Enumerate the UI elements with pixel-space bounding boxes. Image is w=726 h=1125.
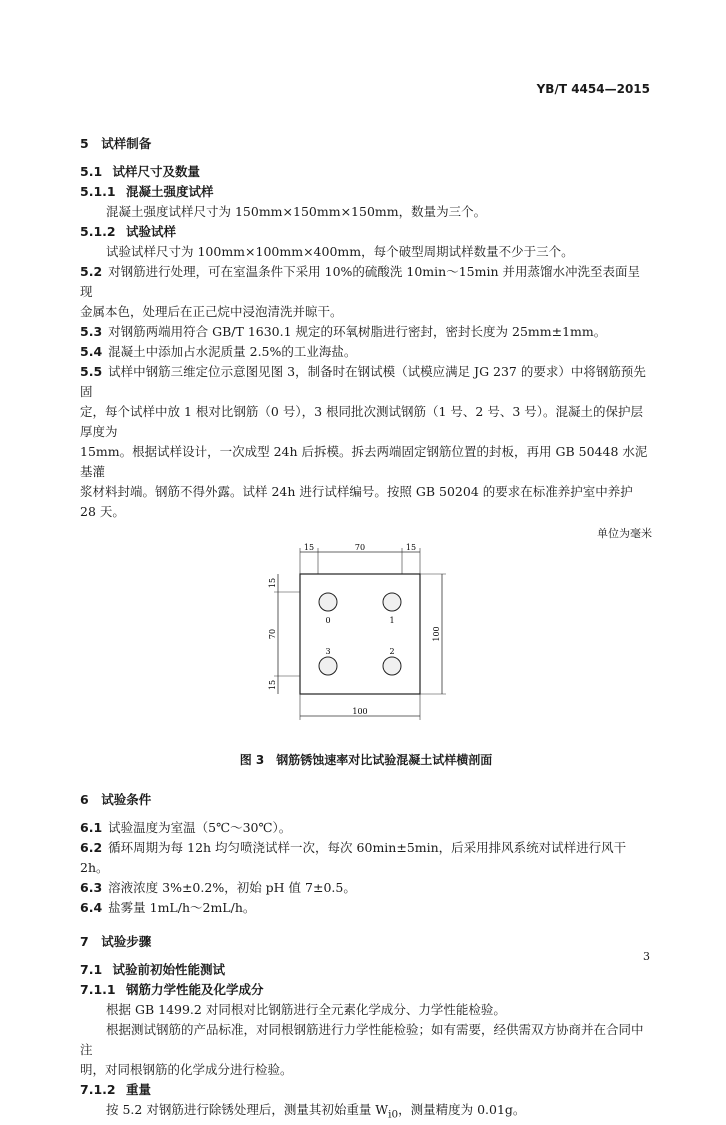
section-7-heading: 7 试验步骤 bbox=[80, 934, 152, 949]
clause-5-1-1: 5.1.1 混凝土强度试样 bbox=[80, 184, 214, 199]
clause-7-1: 7.1 试验前初始性能测试 bbox=[80, 962, 226, 977]
dim-label: 15 bbox=[268, 577, 277, 589]
dim-label: 70 bbox=[354, 543, 366, 552]
clause-7-1-1-p2: 根据测试钢筋的产品标准，对同根钢筋进行力学性能检验；如有需要，经供需双方协商并在合同中注 bbox=[80, 1022, 644, 1057]
page-body bbox=[80, 120, 652, 1125]
clause-7-1-1-p2-cont: 明，对同根钢筋的化学成分进行检验。 bbox=[80, 1062, 293, 1077]
steel-bar-0 bbox=[319, 593, 337, 611]
bar-label: 2 bbox=[389, 647, 395, 656]
section-5-heading bbox=[80, 134, 652, 154]
bar-label: 1 bbox=[389, 616, 395, 625]
section-title: 试样制备 bbox=[101, 136, 152, 151]
steel-bar-2 bbox=[383, 657, 401, 675]
figure-3 bbox=[80, 544, 652, 744]
steel-bar-1 bbox=[383, 593, 401, 611]
concrete-section bbox=[300, 574, 420, 694]
clause-6-2: 6.2 循环周期为每 12h 均匀喷浇试样一次，每次 60min±5min，后采用排风系统对试样进行风干 2h。 bbox=[80, 840, 627, 875]
clause-5-5: 5.5 试样中钢筋三维定位示意图见图 3，制备时在钢试模（试模应满足 JG 237 的要求）中将钢筋预先固 定，每个试样中放 1 根对比钢筋（0 号），3 根同批次测试钢筋（1 号、2 号、3 号）。混凝土的保护层厚度为 15mm。根据试样设计，一次成型 24h 后拆模。拆去两端固定钢筋位置的封板，再用 GB 50448 水泥基灌 浆材料封端。钢筋不得外露。试样 24h 进行试样编号。按照 GB 50204 的要求在标准养护室中养护 28 天。 bbox=[80, 364, 648, 519]
section-6-heading: 6 试验条件 bbox=[80, 792, 152, 807]
figure-caption: 图 3 钢筋锈蚀速率对比试验混凝土试样横剖面 bbox=[239, 753, 493, 767]
clause-7-1-2: 7.1.2 重量 bbox=[80, 1082, 151, 1097]
figure-unit: 单位为毫米 bbox=[597, 527, 652, 540]
clause-5-1: 5.1 试样尺寸及数量 bbox=[80, 164, 201, 179]
clause-5-1-2: 5.1.2 试验试样 bbox=[80, 224, 176, 239]
dim-label: 100 bbox=[432, 626, 441, 642]
clause-7-1-2-text: 按 5.2 对钢筋进行除锈处理后，测量其初始重量 $W_{i0}$，测量精度为 0.01g。 bbox=[106, 1102, 526, 1121]
bar-label: 3 bbox=[325, 647, 331, 656]
dim-label: 15 bbox=[303, 543, 315, 552]
dim-label: 15 bbox=[405, 543, 417, 552]
dim-label: 100 bbox=[352, 707, 368, 716]
clause-6-3: 6.3 溶液浓度 3%±0.2%，初始 pH 值 7±0.5。 bbox=[80, 880, 356, 895]
cross-section-drawing bbox=[270, 544, 470, 744]
clause-5-1-1-text: 混凝土强度试样尺寸为 150mm×150mm×150mm，数量为三个。 bbox=[106, 204, 487, 219]
clause-5-4: 5.4 混凝土中添加占水泥质量 2.5%的工业海盐。 bbox=[80, 344, 357, 359]
dim-label: 15 bbox=[268, 679, 277, 691]
section-number: 5 bbox=[80, 136, 89, 151]
clause-5-2: 5.2 对钢筋进行处理，可在室温条件下采用 10%的硫酸洗 10min～15min 并用蒸馏水冲洗至表面呈现 金属本色，处理后在正己烷中浸泡清洗并晾干。 bbox=[80, 264, 640, 319]
clause-7-1-1-p1: 根据 GB 1499.2 对同根对比钢筋进行全元素化学成分、力学性能检验。 bbox=[106, 1002, 506, 1017]
clause-6-1: 6.1 试验温度为室温（5℃～30℃）。 bbox=[80, 820, 292, 835]
standard-id: YB/T 4454—2015 bbox=[536, 82, 650, 96]
clause-7-1-1: 7.1.1 钢筋力学性能及化学成分 bbox=[80, 982, 264, 997]
clause-6-4: 6.4 盐雾量 1mL/h～2mL/h。 bbox=[80, 900, 256, 915]
steel-bar-3 bbox=[319, 657, 337, 675]
bar-label: 0 bbox=[325, 616, 331, 625]
clause-5-3: 5.3 对钢筋两端用符合 GB/T 1630.1 规定的环氧树脂进行密封，密封长度为 25mm±1mm。 bbox=[80, 324, 607, 339]
dim-label: 70 bbox=[268, 628, 277, 640]
page-number: 3 bbox=[643, 950, 650, 963]
weight-subscript: i0 bbox=[388, 1108, 399, 1121]
clause-5-1-2-text: 试验试样尺寸为 100mm×100mm×400mm，每个破型周期试样数量不少于三个。 bbox=[106, 244, 574, 259]
